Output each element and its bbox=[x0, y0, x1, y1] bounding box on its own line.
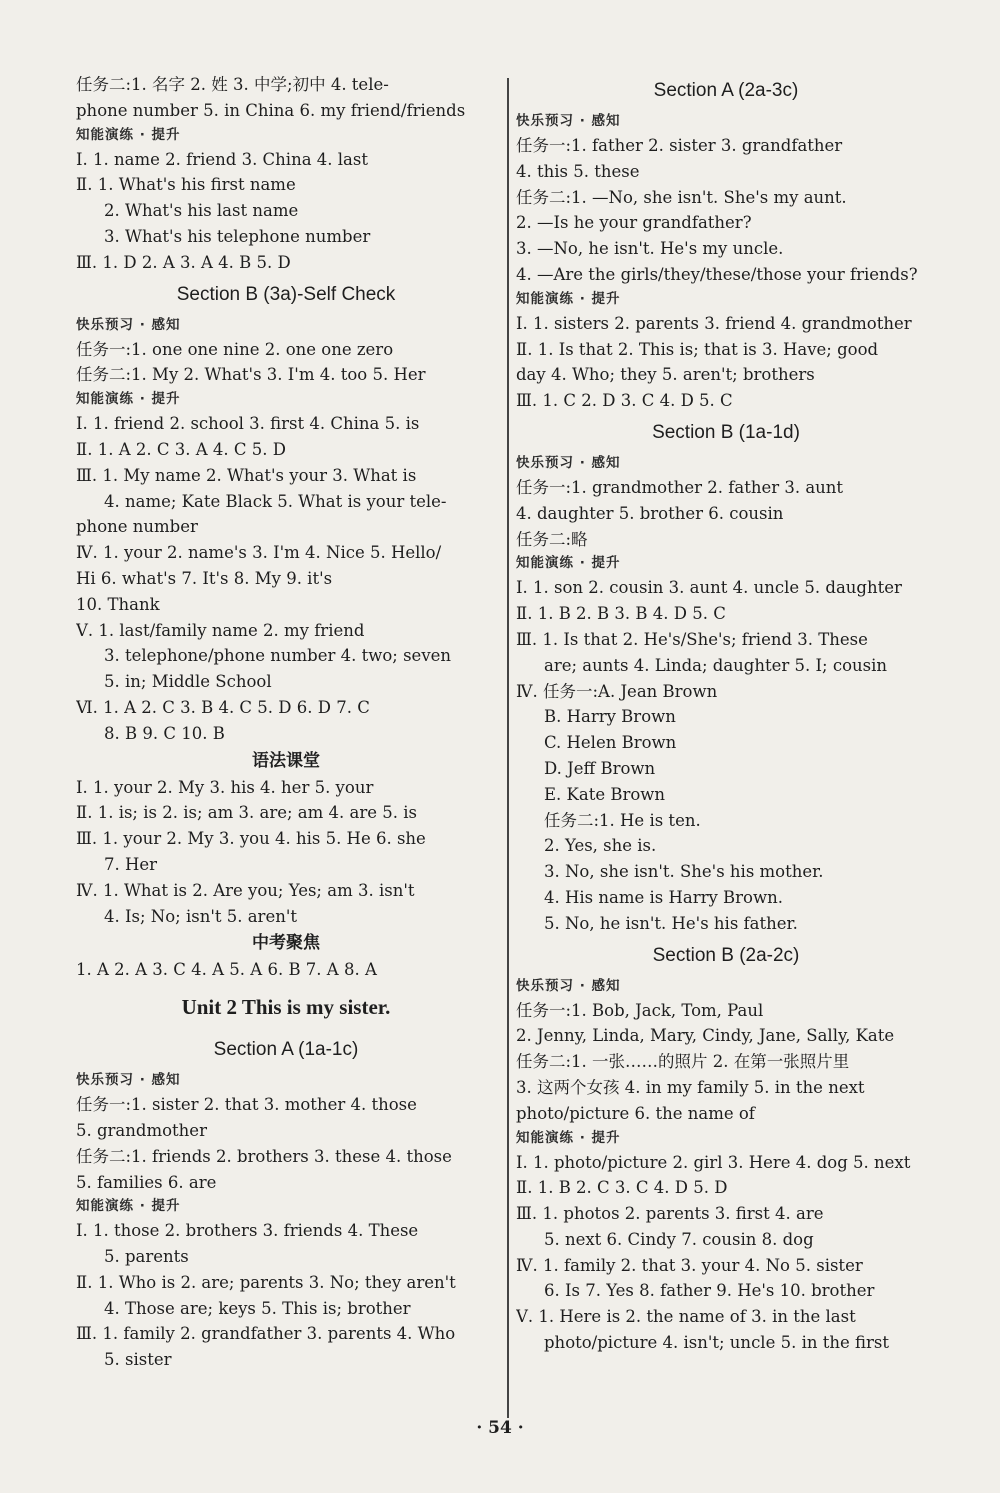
answer-line-indented: 任务二:1. He is ten. bbox=[544, 810, 701, 830]
answer-line: 任务二:1. friends 2. brothers 3. these 4. those bbox=[76, 1146, 452, 1166]
answer-line: 5. families 6. are bbox=[76, 1172, 217, 1192]
answer-line: 4. —Are the girls/they/these/those your friends? bbox=[516, 264, 918, 284]
section-heading: Section B (1a-1d) bbox=[652, 421, 800, 443]
answer-line: Ⅳ. 1. family 2. that 3. your 4. No 5. sister bbox=[516, 1255, 863, 1275]
answer-line: Ⅱ. 1. B 2. C 3. C 4. D 5. D bbox=[516, 1178, 728, 1198]
subsection-label: 快乐预习 · 感知 bbox=[76, 1072, 181, 1089]
answer-line: 4. daughter 5. brother 6. cousin bbox=[516, 503, 784, 523]
answer-line-indented: C. Helen Brown bbox=[544, 733, 677, 753]
subsection-label: 知能演练 · 提升 bbox=[516, 290, 621, 307]
subsection-label: 知能演练 · 提升 bbox=[76, 126, 181, 143]
answer-line-indented: 8. B 9. C 10. B bbox=[104, 723, 225, 743]
answer-line-indented: D. Jeff Brown bbox=[544, 758, 656, 778]
answer-line: 任务二:1. —No, she isn't. She's my aunt. bbox=[516, 187, 847, 207]
answer-line: 任务一:1. sister 2. that 3. mother 4. those bbox=[76, 1095, 417, 1115]
answer-line: 3. —No, he isn't. He's my uncle. bbox=[516, 239, 784, 259]
answer-line-indented: 2. What's his last name bbox=[104, 201, 299, 221]
subsection-label: 知能演练 · 提升 bbox=[76, 391, 181, 408]
answer-line: 任务一:1. grandmother 2. father 3. aunt bbox=[516, 477, 844, 497]
answer-line: Ⅰ. 1. photo/picture 2. girl 3. Here 4. dog 5. next bbox=[516, 1152, 911, 1172]
answer-line-indented: 6. Is 7. Yes 8. father 9. He's 10. brother bbox=[544, 1281, 875, 1301]
answer-line: Ⅴ. 1. last/family name 2. my friend bbox=[76, 620, 365, 640]
page-number: · 54 · bbox=[476, 1418, 524, 1438]
answer-line: Ⅲ. 1. My name 2. What's your 3. What is bbox=[76, 465, 417, 485]
answer-line: 任务二:1. My 2. What's 3. I'm 4. too 5. Her bbox=[76, 365, 426, 385]
answer-line: Ⅲ. 1. family 2. grandfather 3. parents 4. Who bbox=[76, 1324, 456, 1344]
answer-line-indented: photo/picture 4. isn't; uncle 5. in the first bbox=[544, 1333, 889, 1353]
answer-line: 1. A 2. A 3. C 4. A 5. A 6. B 7. A 8. A bbox=[76, 960, 377, 980]
answer-line: 2. Jenny, Linda, Mary, Cindy, Jane, Sally, Kate bbox=[516, 1026, 895, 1046]
answer-line: Ⅱ. 1. Is that 2. This is; that is 3. Have; good bbox=[516, 339, 879, 359]
answer-line: 任务一:1. Bob, Jack, Tom, Paul bbox=[516, 1000, 764, 1020]
subsection-label: 快乐预习 · 感知 bbox=[516, 113, 621, 129]
answer-line-indented: 5. No, he isn't. He's his father. bbox=[544, 913, 798, 933]
subsection-label: 快乐预习 · 感知 bbox=[76, 316, 181, 333]
answer-line: Ⅱ. 1. A 2. C 3. A 4. C 5. D bbox=[76, 439, 286, 459]
answer-line: Ⅳ. 1. What is 2. Are you; Yes; am 3. isn't bbox=[76, 880, 415, 900]
answer-line: Ⅰ. 1. those 2. brothers 3. friends 4. These bbox=[76, 1221, 419, 1241]
answer-line-indented: 5. parents bbox=[104, 1247, 189, 1267]
answer-line: 4. this 5. these bbox=[516, 161, 640, 181]
answer-line: Ⅲ. 1. photos 2. parents 3. first 4. are bbox=[516, 1204, 824, 1224]
section-heading: 语法课堂 bbox=[252, 750, 320, 771]
answer-line: 任务一:1. one one nine 2. one one zero bbox=[76, 339, 394, 359]
section-heading: 中考聚焦 bbox=[252, 933, 320, 954]
answer-line-indented: 2. Yes, she is. bbox=[544, 836, 657, 856]
answer-line: 10. Thank bbox=[76, 594, 160, 614]
answer-line-indented: 4. His name is Harry Brown. bbox=[544, 887, 783, 907]
answer-line: 2. —Is he your grandfather? bbox=[516, 213, 752, 233]
answer-line: Ⅰ. 1. friend 2. school 3. first 4. China 5. is bbox=[76, 414, 420, 434]
answer-line: day 4. Who; they 5. aren't; brothers bbox=[516, 365, 815, 385]
answer-line-indented: 4. name; Kate Black 5. What is your tele- bbox=[104, 491, 447, 511]
answer-line-indented: are; aunts 4. Linda; daughter 5. I; cousin bbox=[544, 655, 888, 675]
subsection-label: 快乐预习 · 感知 bbox=[516, 454, 621, 471]
answer-line: Ⅲ. 1. Is that 2. He's/She's; friend 3. These bbox=[516, 629, 868, 649]
answer-line: Ⅰ. 1. sisters 2. parents 3. friend 4. grandmother bbox=[516, 313, 912, 333]
answer-line: 任务二:1. 名字 2. 姓 3. 中学;初中 4. tele- bbox=[76, 75, 389, 94]
answer-line-indented: 7. Her bbox=[104, 854, 158, 874]
answer-line: Ⅱ. 1. Who is 2. are; parents 3. No; they aren't bbox=[76, 1272, 456, 1292]
answer-line: Ⅲ. 1. C 2. D 3. C 4. D 5. C bbox=[516, 391, 733, 411]
answer-line-indented: 4. Is; No; isn't 5. aren't bbox=[104, 906, 298, 926]
answer-line: phone number 5. in China 6. my friend/friends bbox=[76, 100, 466, 120]
answer-line-indented: 3. What's his telephone number bbox=[104, 226, 371, 246]
left-column bbox=[76, 72, 496, 1373]
answer-line: Ⅱ. 1. What's his first name bbox=[76, 175, 296, 195]
answer-line-indented: E. Kate Brown bbox=[544, 784, 666, 804]
answer-line-indented: B. Harry Brown bbox=[544, 707, 676, 727]
answer-line: 任务二:略 bbox=[516, 529, 588, 549]
answer-line: phone number bbox=[76, 517, 198, 537]
answer-line: Ⅴ. 1. Here is 2. the name of 3. in the last bbox=[516, 1307, 856, 1327]
answer-line: Hi 6. what's 7. It's 8. My 9. it's bbox=[76, 568, 333, 588]
answer-line: Ⅱ. 1. is; is 2. is; am 3. are; am 4. are 5. is bbox=[76, 803, 417, 823]
right-column bbox=[516, 72, 936, 1356]
section-heading: Section A (2a-3c) bbox=[653, 80, 799, 101]
answer-line-indented: 5. sister bbox=[104, 1350, 172, 1370]
section-heading: Section B (2a-2c) bbox=[652, 944, 800, 966]
answer-line: 任务二:1. 一张……的照片 2. 在第一张照片里 bbox=[516, 1052, 850, 1072]
answer-line: Ⅰ. 1. name 2. friend 3. China 4. last bbox=[76, 149, 368, 169]
answer-line-indented: 5. in; Middle School bbox=[104, 672, 272, 692]
answer-line: Ⅰ. 1. your 2. My 3. his 4. her 5. your bbox=[76, 777, 374, 797]
answer-line: 3. 这两个女孩 4. in my family 5. in the next bbox=[516, 1077, 865, 1097]
unit-title: Unit 2 This is my sister. bbox=[181, 995, 391, 1020]
answer-line: Ⅳ. 1. your 2. name's 3. I'm 4. Nice 5. Hello/ bbox=[76, 543, 442, 563]
answer-line-indented: 3. telephone/phone number 4. two; seven bbox=[104, 646, 452, 666]
answer-line: Ⅰ. 1. son 2. cousin 3. aunt 4. uncle 5. daughter bbox=[516, 578, 902, 598]
answer-line: Ⅲ. 1. D 2. A 3. A 4. B 5. D bbox=[76, 252, 291, 272]
answer-line-indented: 4. Those are; keys 5. This is; brother bbox=[104, 1298, 411, 1318]
answer-line: Ⅵ. 1. A 2. C 3. B 4. C 5. D 6. D 7. C bbox=[76, 697, 370, 717]
answer-line: Ⅲ. 1. your 2. My 3. you 4. his 5. He 6. she bbox=[76, 829, 426, 849]
section-heading: Section B (3a)-Self Check bbox=[176, 283, 396, 305]
subsection-label: 知能演练 · 提升 bbox=[516, 555, 621, 572]
answer-line-indented: 3. No, she isn't. She's his mother. bbox=[544, 862, 824, 882]
subsection-label: 知能演练 · 提升 bbox=[76, 1198, 181, 1215]
section-heading: Section A (1a-1c) bbox=[213, 1039, 359, 1061]
answer-line-indented: 5. next 6. Cindy 7. cousin 8. dog bbox=[544, 1229, 814, 1249]
subsection-label: 快乐预习 · 感知 bbox=[516, 977, 621, 994]
subsection-label: 知能演练 · 提升 bbox=[516, 1129, 621, 1146]
answer-line: photo/picture 6. the name of bbox=[516, 1103, 755, 1123]
answer-line: 任务一:1. father 2. sister 3. grandfather bbox=[516, 136, 843, 155]
answer-line: Ⅳ. 任务一:A. Jean Brown bbox=[516, 681, 718, 701]
column-divider bbox=[507, 78, 509, 1418]
answer-line: Ⅱ. 1. B 2. B 3. B 4. D 5. C bbox=[516, 604, 726, 624]
answer-line: 5. grandmother bbox=[76, 1120, 207, 1140]
